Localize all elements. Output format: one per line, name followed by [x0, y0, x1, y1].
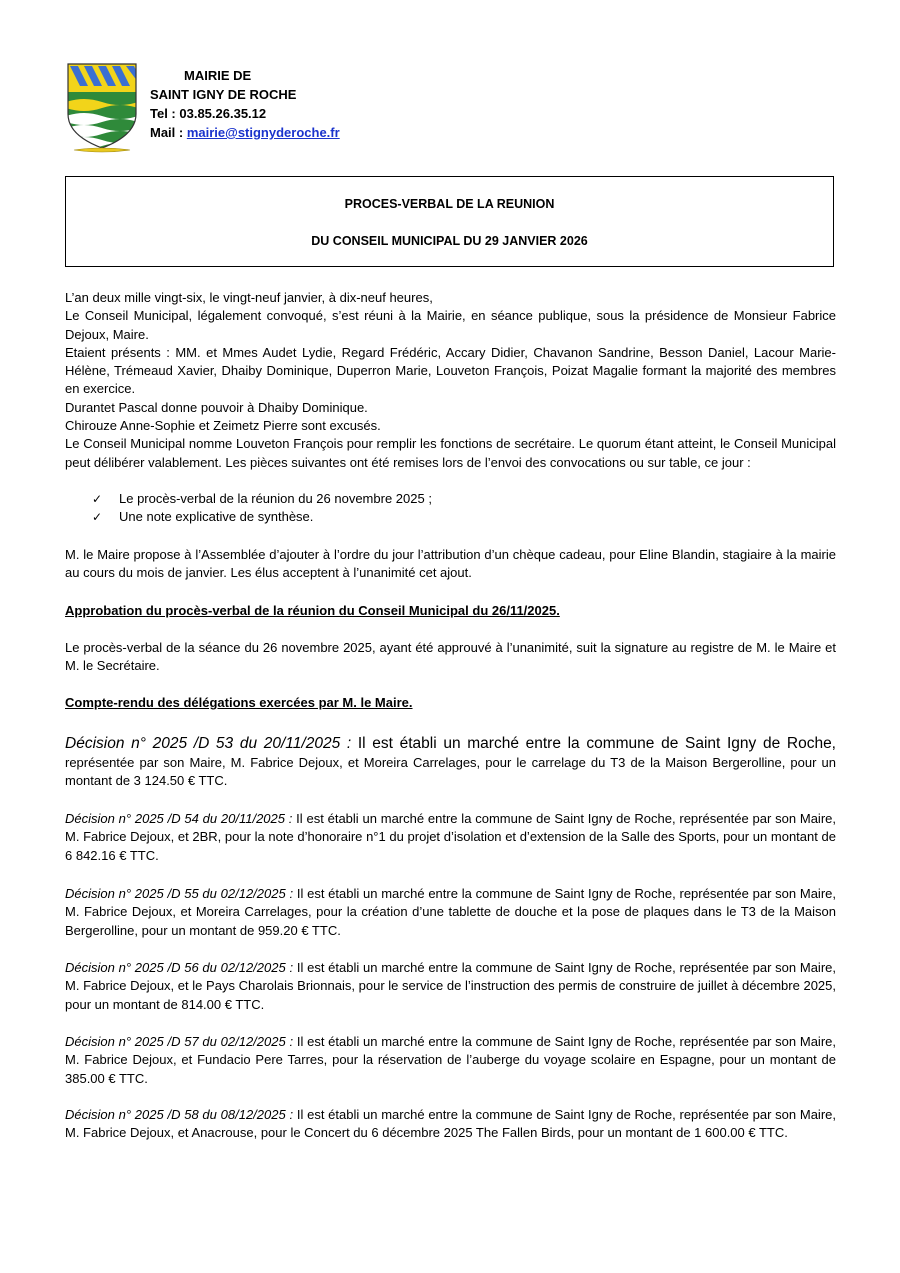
title-line-1: PROCES-VERBAL DE LA REUNION	[344, 197, 555, 211]
checkmark-icon: ✓	[92, 510, 103, 525]
pieces-list	[92, 490, 432, 527]
decision-item: Décision n° 2025 /D 56 du 02/12/2025 : Il est établi un marché entre la commune de Saint Igny de Roche, représentée par son Maire, M. Fabrice Dejoux, et le Pays Charolais Brionnais, pour le service de l’instruction des permis de construire de juillet à décembre 2025, pour un montant de 814.00 € TTC.	[65, 960, 836, 1012]
email-label: Mail :	[150, 125, 187, 140]
email-line	[150, 123, 340, 142]
section-approbation-title: Approbation du procès-verbal de la réunion du Conseil Municipal du 26/11/2025.	[65, 603, 560, 618]
intro-convocation: Le Conseil Municipal, légalement convoqué, s’est réuni à la Mairie, en séance publique, sous la présidence de Monsieur Fabrice Dejoux, Maire.	[65, 308, 836, 342]
mairie-header	[150, 66, 340, 142]
decision-ref: Décision n° 2025 /D 57 du 02/12/2025 :	[65, 1034, 294, 1049]
decision-item: Décision n° 2025 /D 58 du 08/12/2025 : Il est établi un marché entre la commune de Saint Igny de Roche, représentée par son Maire, M. Fabrice Dejoux, et Anacrouse, pour le Concert du 6 décembre 2025 The Fallen Birds, pour un montant de 1 600.00 € TTC.	[65, 1107, 836, 1141]
mairie-label: MAIRIE DE	[184, 68, 252, 83]
intro-date: L’an deux mille vingt-six, le vingt-neuf janvier, à dix-neuf heures,	[65, 290, 433, 305]
title-line-2: DU CONSEIL MUNICIPAL DU 29 JANVIER 2026	[311, 234, 588, 248]
intro-presents: Etaient présents : MM. et Mmes Audet Lydie, Regard Frédéric, Accary Didier, Chavanon Sandrine, Besson Daniel, Lacour Marie-Hélène, Trémeaud Xavier, Dhaiby Dominique, Duperron Marie, Louveton François, Poizat Magalie formant la majorité des membres en exercice.	[65, 344, 836, 397]
coat-of-arms-logo	[66, 62, 138, 156]
decision-item: Décision n° 2025 /D 57 du 02/12/2025 : Il est établi un marché entre la commune de Saint Igny de Roche, représentée par son Maire, M. Fabrice Dejoux, et Fundacio Pere Tarres, pour la réservation de l’auberge du voyage scolaire en Espagne, pour un montant de 385.00 € TTC.	[65, 1034, 836, 1086]
intro-excuses: Chirouze Anne-Sophie et Zeimetz Pierre sont excusés.	[65, 418, 381, 434]
telephone: Tel : 03.85.26.35.12	[150, 106, 267, 121]
section-delegations-title: Compte-rendu des délégations exercées par M. le Maire.	[65, 695, 413, 710]
section-approbation-text: Le procès-verbal de la séance du 26 novembre 2025, ayant été approuvé à l’unanimité, suit la signature au registre de M. le Maire et M. le Secrétaire.	[65, 640, 836, 674]
maire-proposal: M. le Maire propose à l’Assemblée d’ajouter à l’ordre du jour l’attribution d’un chèque cadeau, pour Eline Blandin, stagiaire à la mairie au cours du mois de janvier. Les élus acceptent à l’unanimité cet ajout.	[65, 547, 836, 581]
intro-secretaire: Le Conseil Municipal nomme Louveton François pour remplir les fonctions de secrétaire. Le quorum étant atteint, le Conseil Municipal peut délibérer valablement. Les pièces suivantes ont été remises lors de l’envoi des convocations ou sur table, ce jour :	[65, 436, 836, 470]
decision-item: Décision n° 2025 /D 53 du 20/11/2025 : Il est établi un marché entre la commune de Saint Igny de Roche, représentée par son Maire, M. Fabrice Dejoux, et Moreira Carrelages, pour le carrelage du T3 de la Maison Bergerolline, pour un montant de 3 124.50 € TTC.	[65, 735, 836, 789]
intro-pouvoir: Durantet Pascal donne pouvoir à Dhaiby Dominique.	[65, 399, 368, 415]
email-link[interactable]: mairie@stignyderoche.fr	[186, 125, 340, 140]
decision-ref: Décision n° 2025 /D 55 du 02/12/2025 :	[65, 886, 294, 901]
decision-ref: Décision n° 2025 /D 58 du 08/12/2025 :	[65, 1107, 294, 1122]
list-item: ✓ Le procès-verbal de la réunion du 26 novembre 2025 ;	[92, 490, 432, 508]
title-box	[65, 176, 834, 267]
decision-item: Décision n° 2025 /D 54 du 20/11/2025 : Il est établi un marché entre la commune de Saint Igny de Roche, représentée par son Maire, M. Fabrice Dejoux, et 2BR, pour la note d’honoraire n°1 du projet d’isolation et d’extension de la Salle des Sports, pour un montant de 6 842.16 € TTC.	[65, 811, 836, 863]
decision-ref: Décision n° 2025 /D 56 du 02/12/2025 :	[65, 960, 294, 975]
decision-ref: Décision n° 2025 /D 54 du 20/11/2025 :	[65, 811, 293, 826]
decision-ref: Décision n° 2025 /D 53 du 20/11/2025 :	[65, 735, 352, 752]
list-item: ✓ Une note explicative de synthèse.	[92, 508, 432, 526]
intro-block	[65, 289, 836, 472]
checkmark-icon: ✓	[92, 492, 103, 506]
commune-name: SAINT IGNY DE ROCHE	[150, 87, 297, 102]
decision-item: Décision n° 2025 /D 55 du 02/12/2025 : Il est établi un marché entre la commune de Saint Igny de Roche, représentée par son Maire, M. Fabrice Dejoux, et Moreira Carrelages, pour la création d’une tablette de douche et la pose de plaques dans le T3 de la Maison Bergerolline, pour un montant de 959.20 € TTC.	[65, 886, 836, 938]
